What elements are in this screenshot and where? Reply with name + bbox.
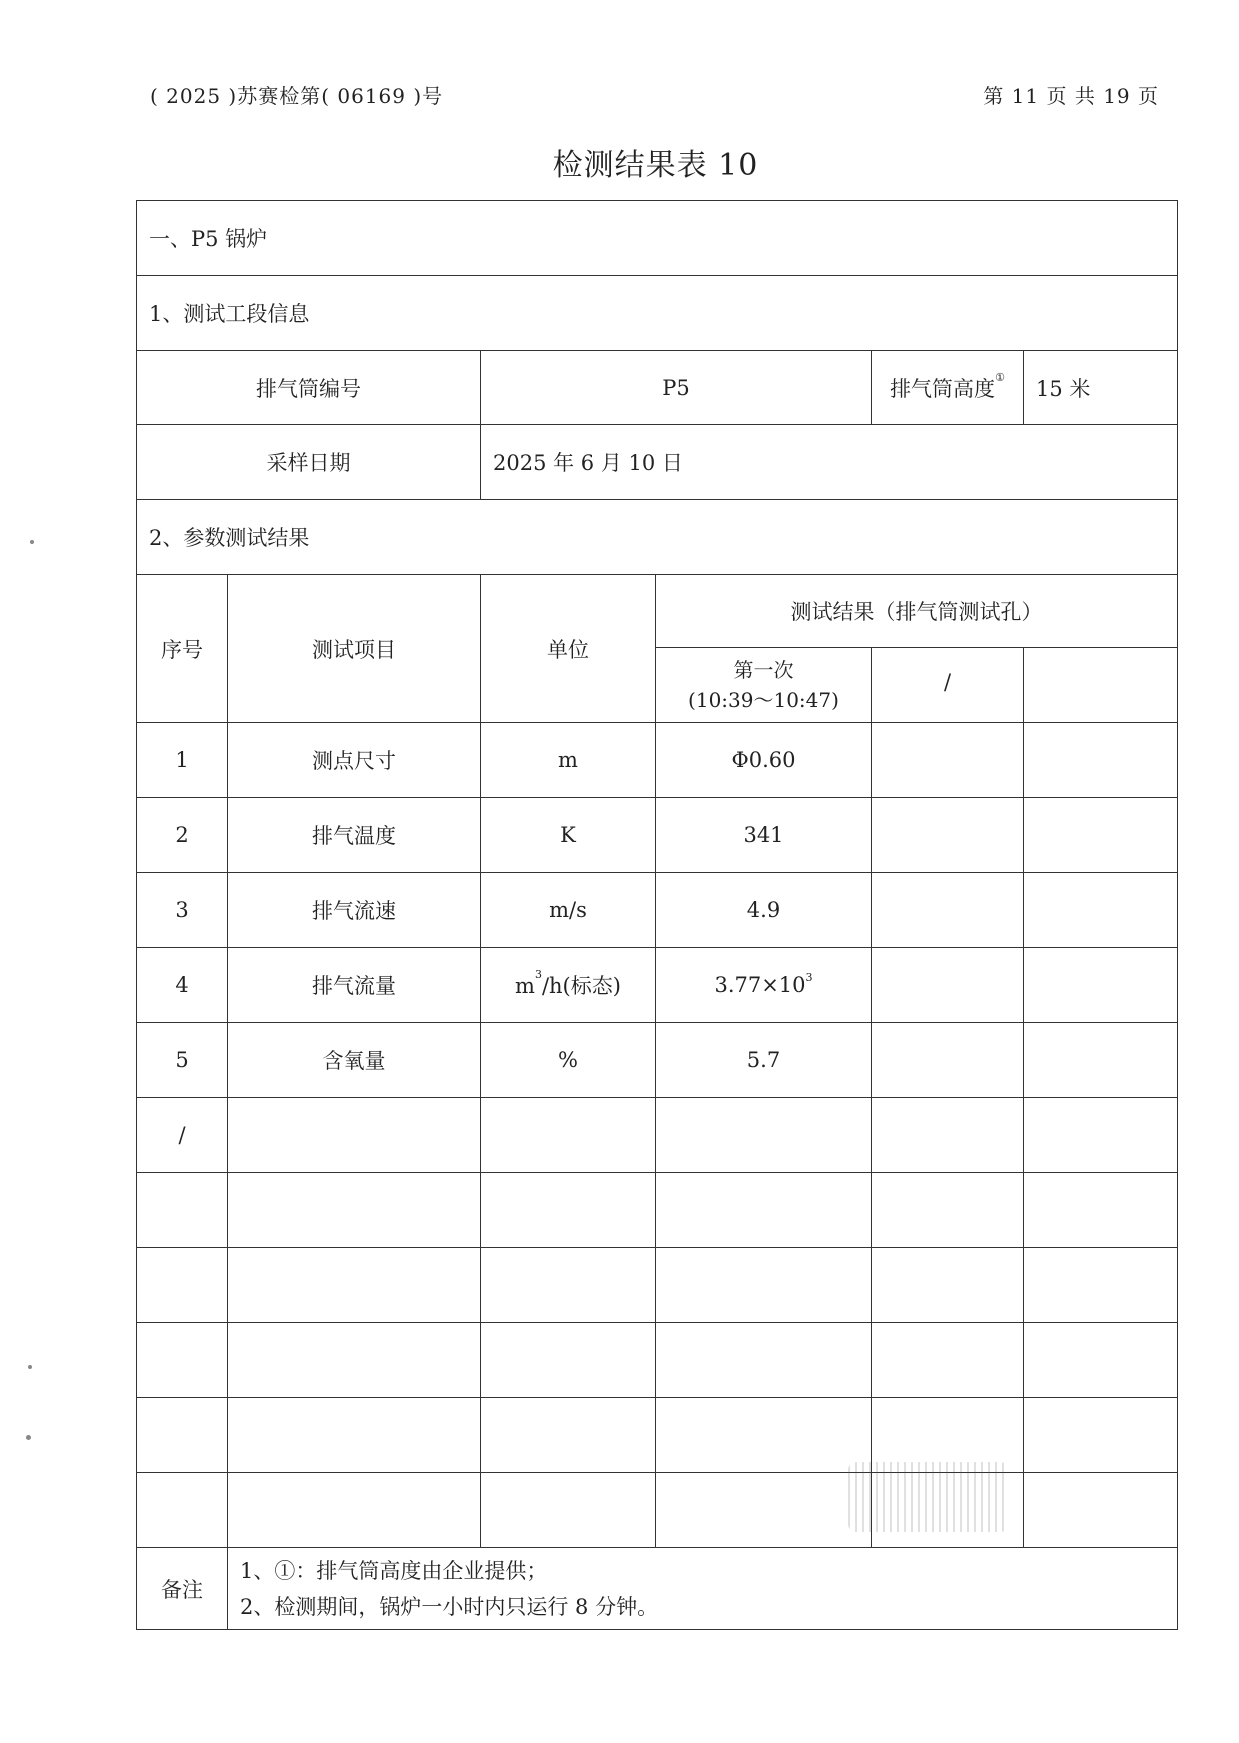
row-unit [481,948,656,1023]
header-item: 测试项目 [228,575,481,723]
section-row-params [137,500,1178,575]
table-row [137,1023,1178,1098]
row-empty [872,1023,1024,1098]
sample-date-value: 2025 年 6 月 10 日 [481,425,1178,500]
row-unit: m/s [481,873,656,948]
row-empty [872,723,1024,798]
table-row-blank [137,1398,1178,1473]
row-item: 测点尺寸 [228,723,481,798]
value-sup: 3 [805,971,813,984]
row-empty [1024,948,1178,1023]
header-first-test [656,648,872,723]
table-row-blank [137,1323,1178,1398]
notes-row [137,1548,1178,1630]
row-no: 1 [137,723,228,798]
sample-date-row [137,425,1178,500]
row-item: 排气温度 [228,798,481,873]
row-empty [872,798,1024,873]
section-boiler: 一、P5 锅炉 [137,201,1178,276]
row-empty [1024,723,1178,798]
first-test-label: 第一次 [733,658,794,682]
unit-pre: m [515,974,535,998]
scan-speck [30,540,34,544]
row-no: 5 [137,1023,228,1098]
table-row-blank [137,1173,1178,1248]
row-unit: m [481,723,656,798]
row-empty [872,948,1024,1023]
header-no: 序号 [137,575,228,723]
row-no: 4 [137,948,228,1023]
header-third-test [1024,648,1178,723]
row-value: 5.7 [656,1023,872,1098]
row-no: 2 [137,798,228,873]
header-unit: 单位 [481,575,656,723]
table-row-blank [137,1248,1178,1323]
row-empty [872,873,1024,948]
row-empty [656,1098,872,1173]
table-row [137,723,1178,798]
table-row [137,948,1178,1023]
section-params: 2、参数测试结果 [137,500,1178,575]
note-line-2: 2、检测期间，锅炉一小时内只运行 8 分钟。 [240,1594,659,1619]
scan-speck [28,1365,32,1369]
section-row-boiler [137,201,1178,276]
row-unit: % [481,1023,656,1098]
row-value: Φ0.60 [656,723,872,798]
report-number: ( 2025 )苏赛检第( 06169 )号 [150,84,444,108]
unit-post: /h(标态) [541,974,621,998]
table-header-row [137,575,1178,648]
row-empty [1024,798,1178,873]
seal-stamp-faint [848,1462,1008,1532]
results-table [136,200,1178,1630]
stack-number-label: 排气筒编号 [137,351,481,425]
header-second-test: / [872,648,1024,723]
footnote-mark: ① [995,370,1005,384]
page-indicator: 第 11 页 共 19 页 [983,84,1159,108]
row-item: 含氧量 [228,1023,481,1098]
document-title [0,140,1239,184]
table-row-blank [137,1473,1178,1548]
value-pre: 3.77×10 [714,973,806,997]
title-text: 检测结果表 10 [552,148,759,183]
stack-height-value: 15 米 [1024,351,1178,425]
row-value: 341 [656,798,872,873]
row-empty [228,1098,481,1173]
stack-height-label [872,351,1024,425]
notes-content [228,1548,1178,1630]
table-row [137,1098,1178,1173]
stack-height-label-text: 排气筒高度 [890,376,996,401]
row-empty [1024,1098,1178,1173]
unit-sup: 3 [534,968,542,981]
header-result: 测试结果（排气筒测试孔） [656,575,1178,648]
first-test-time: (10:39～10:47) [688,688,839,712]
row-empty [872,1098,1024,1173]
note-line-1: 1、①：排气筒高度由企业提供； [240,1558,548,1583]
row-value [656,948,872,1023]
row-empty [1024,873,1178,948]
stack-number-value: P5 [481,351,872,425]
sample-date-label: 采样日期 [137,425,481,500]
row-item: 排气流速 [228,873,481,948]
notes-label: 备注 [137,1548,228,1630]
row-unit: K [481,798,656,873]
row-empty [481,1098,656,1173]
row-empty [1024,1023,1178,1098]
table-row [137,873,1178,948]
table-row [137,798,1178,873]
scan-speck [26,1435,31,1440]
row-no: / [137,1098,228,1173]
section-row-info [137,276,1178,351]
row-item: 排气流量 [228,948,481,1023]
stack-info-row [137,351,1178,425]
row-no: 3 [137,873,228,948]
row-value: 4.9 [656,873,872,948]
section-info: 1、测试工段信息 [137,276,1178,351]
